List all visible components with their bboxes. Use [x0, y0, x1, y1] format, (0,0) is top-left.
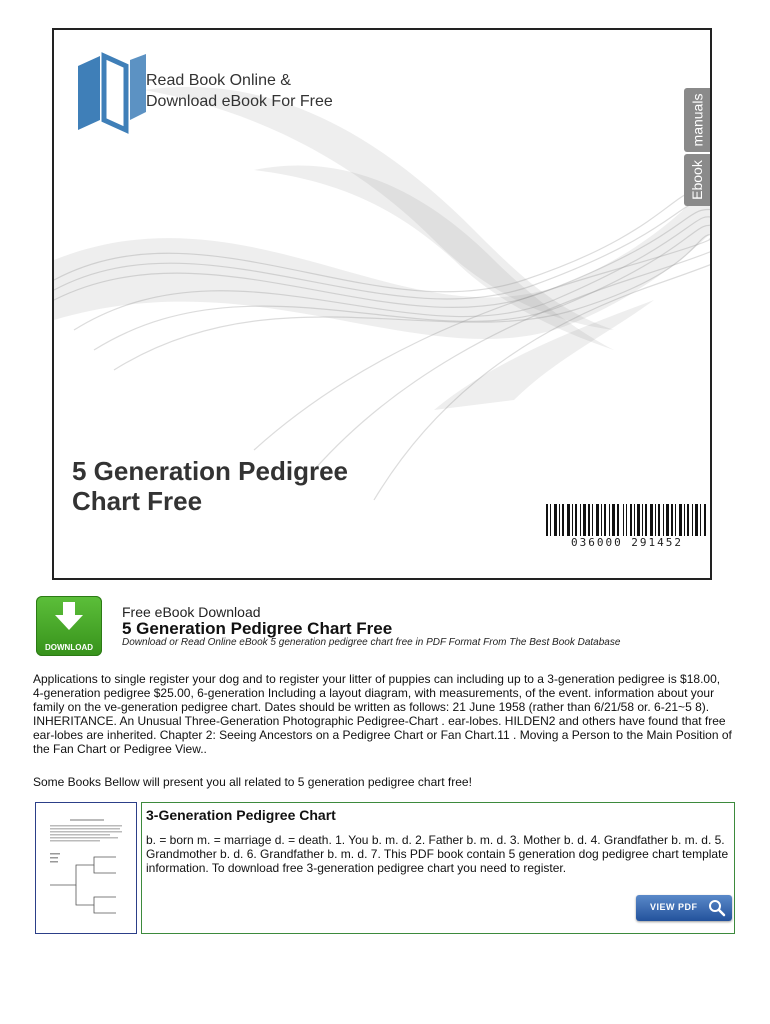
- book-thumbnail[interactable]: [35, 802, 137, 934]
- pedigree-thumbnail-graphic: [36, 803, 136, 933]
- related-books-line: Some Books Bellow will present you all related to 5 generation pedigree chart free!: [33, 775, 472, 789]
- intro-paragraph: Applications to single register your dog and to register your litter of puppies can including up to a 3-generation pedigree is $18.00, 4-generation pedigree $25.00, 6-generation Including a layout diagram, with measurements, of the event. information about your family on the ve-generation pedigree chart. Dates should be written as follows: 21 June 1958 (rather than 6/21/58 or. 6-21~5 8). INHERITANCE. An Unusual Three-Generation Photographic Pedigree-Chart . ear-lobes. HILDEN2 and others have found that free ear-lobes are inherited. Chapter 2: Seeing Ancestors on a Pedigree Chart or Fan Chart.11 . Moving a Person to the Main Position of the Fan Chart or Pedigree View..: [33, 672, 732, 756]
- book-card: [141, 802, 735, 934]
- tab-manuals-label: manuals: [689, 93, 706, 147]
- cover-title: [72, 456, 432, 516]
- tab-ebook-label: Ebook: [689, 160, 706, 200]
- cover-title-line-1: 5 Generation Pedigree: [72, 456, 348, 486]
- book-card-title[interactable]: 3-Generation Pedigree Chart: [146, 807, 336, 823]
- view-pdf-button[interactable]: [636, 895, 732, 921]
- book-card-text: b. = born m. = marriage d. = death. 1. You b. m. d. 2. Father b. m. d. 3. Mother b. d. 4. Grandfather b. m. d. 5. Grandmother b. d. 6. Grandfather b. m. d. 7. This PDF book contain 5 generation dog pedigree chart template information. To download free 3-generation pedigree chart you need to register.: [146, 833, 729, 875]
- tab-manuals[interactable]: [684, 88, 710, 152]
- download-button[interactable]: [36, 596, 102, 656]
- tab-ebook[interactable]: [684, 154, 710, 206]
- magnifier-icon: [708, 899, 726, 917]
- download-button-label: DOWNLOAD: [45, 643, 93, 652]
- logo-text: [146, 70, 333, 112]
- barcode-digits: 036000 291452: [544, 536, 710, 549]
- book-icon: [74, 52, 150, 134]
- book-cover: [52, 28, 712, 580]
- logo-line-2: Download eBook For Free: [146, 93, 333, 110]
- download-arrow-icon: [54, 602, 84, 634]
- view-pdf-label: VIEW PDF: [650, 902, 698, 912]
- logo-line-1: Read Book Online &: [146, 72, 291, 89]
- ebook-title: 5 Generation Pedigree Chart Free: [122, 619, 393, 638]
- cover-title-line-2: Chart Free: [72, 486, 203, 516]
- ebook-subline: Download or Read Online eBook 5 generation pedigree chart free in PDF Format From The Best Book Database: [122, 637, 621, 648]
- free-ebook-line: Free eBook Download: [122, 604, 261, 620]
